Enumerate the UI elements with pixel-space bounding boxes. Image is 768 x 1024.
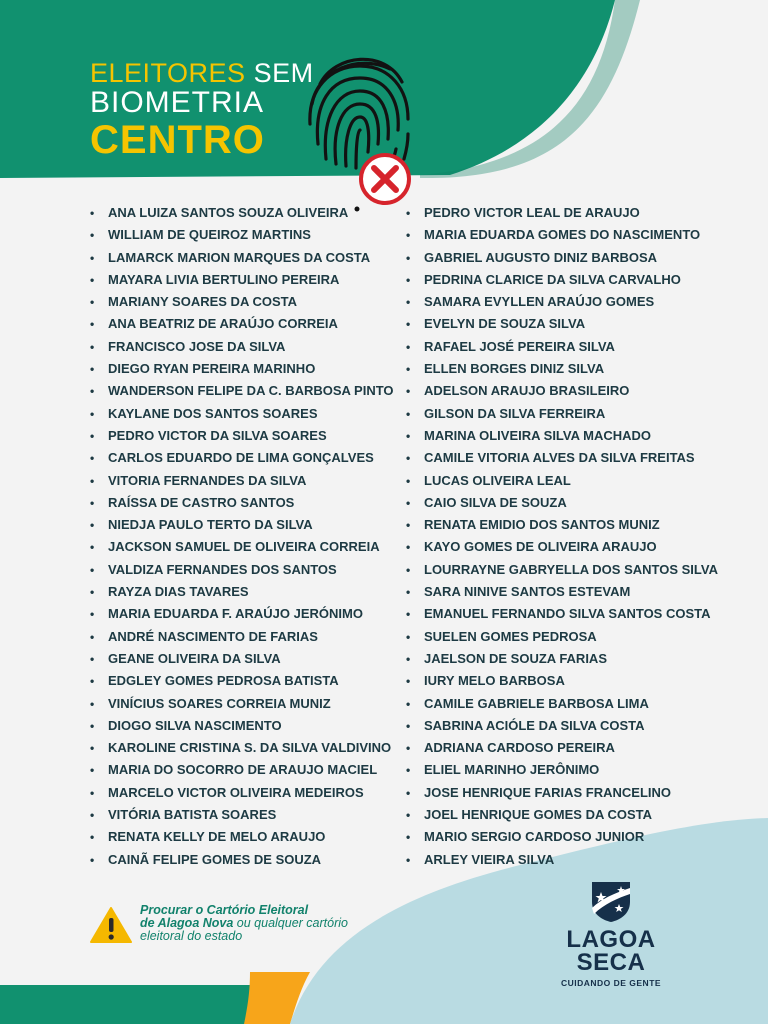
voter-name-item: • LOURRAYNE GABRYELLA DOS SANTOS SILVA <box>406 559 724 581</box>
voter-name-item: • ELLEN BORGES DINIZ SILVA <box>406 358 724 380</box>
voter-name-item: • CAMILE VITORIA ALVES DA SILVA FREITAS <box>406 447 724 469</box>
title-centro: CENTRO <box>90 118 265 162</box>
lagoa-seca-logo <box>556 878 666 990</box>
voter-name-item: • EMANUEL FERNANDO SILVA SANTOS COSTA <box>406 603 724 625</box>
voter-name-item: • MARIO SERGIO CARDOSO JUNIOR <box>406 826 724 848</box>
voter-name-item: • GILSON DA SILVA FERREIRA <box>406 403 724 425</box>
logo-tagline: CUIDANDO DE GENTE <box>560 978 662 988</box>
voter-name-item: • KAYO GOMES DE OLIVEIRA ARAUJO <box>406 536 724 558</box>
notice-rest-1: ou qualquer cartório <box>233 916 348 930</box>
voter-name-item: • VALDIZA FERNANDES DOS SANTOS <box>90 559 408 581</box>
title-eleitores: ELEITORES <box>90 58 246 88</box>
voter-name-item: • MARCELO VICTOR OLIVEIRA MEDEIROS <box>90 782 408 804</box>
voter-name-item: • ADELSON ARAUJO BRASILEIRO <box>406 380 724 402</box>
x-circle-icon <box>358 152 412 206</box>
voter-name-item: • CAIO SILVA DE SOUZA <box>406 492 724 514</box>
voter-name-item: • PEDRO VICTOR DA SILVA SOARES <box>90 425 408 447</box>
voter-name-item: • MARIA DO SOCORRO DE ARAUJO MACIEL <box>90 759 408 781</box>
voter-name-item: • VINÍCIUS SOARES CORREIA MUNIZ <box>90 693 408 715</box>
voter-name-item: • ANA LUIZA SANTOS SOUZA OLIVEIRA <box>90 202 408 224</box>
voter-name-item: • ARLEY VIEIRA SILVA <box>406 849 724 871</box>
voter-name-item: • MARIANY SOARES DA COSTA <box>90 291 408 313</box>
voter-list-right <box>406 202 724 871</box>
voter-name-item: • EVELYN DE SOUZA SILVA <box>406 313 724 335</box>
voter-name-item: • PEDRINA CLARICE DA SILVA CARVALHO <box>406 269 724 291</box>
voter-name-item: • LAMARCK MARION MARQUES DA COSTA <box>90 247 408 269</box>
voter-name-item: • SAMARA EVYLLEN ARAÚJO GOMES <box>406 291 724 313</box>
voter-name-item: • RENATA EMIDIO DOS SANTOS MUNIZ <box>406 514 724 536</box>
notice-bold-1: Procurar o Cartório Eleitoral <box>140 903 309 917</box>
voter-name-item: • ADRIANA CARDOSO PEREIRA <box>406 737 724 759</box>
voter-name-item: • MARIA EDUARDA F. ARAÚJO JERÓNIMO <box>90 603 408 625</box>
voter-name-item: • WILLIAM DE QUEIROZ MARTINS <box>90 224 408 246</box>
warning-icon <box>90 906 132 944</box>
logo-line-2: SECA <box>576 949 646 976</box>
poster-title <box>90 60 314 160</box>
voter-name-item: • FRANCISCO JOSE DA SILVA <box>90 336 408 358</box>
voter-name-item: • ANA BEATRIZ DE ARAÚJO CORREIA <box>90 313 408 335</box>
voter-name-item: • SABRINA ACIÓLE DA SILVA COSTA <box>406 715 724 737</box>
voter-name-item: • IURY MELO BARBOSA <box>406 670 724 692</box>
voter-name-item: • RAÍSSA DE CASTRO SANTOS <box>90 492 408 514</box>
notice <box>90 904 390 952</box>
voter-name-item: • RENATA KELLY DE MELO ARAUJO <box>90 826 408 848</box>
logo-line-1: LAGOA <box>566 926 656 953</box>
bottom-green-shape <box>0 985 270 1024</box>
voter-name-item: • VITÓRIA BATISTA SOARES <box>90 804 408 826</box>
voter-name-item: • PEDRO VICTOR LEAL DE ARAUJO <box>406 202 724 224</box>
voter-name-item: • EDGLEY GOMES PEDROSA BATISTA <box>90 670 408 692</box>
voter-name-item: • JAELSON DE SOUZA FARIAS <box>406 648 724 670</box>
voter-name-item: • ELIEL MARINHO JERÔNIMO <box>406 759 724 781</box>
voter-name-item: • RAFAEL JOSÉ PEREIRA SILVA <box>406 336 724 358</box>
notice-text <box>140 904 348 943</box>
voter-name-item: • JACKSON SAMUEL DE OLIVEIRA CORREIA <box>90 536 408 558</box>
voter-name-item: • RAYZA DIAS TAVARES <box>90 581 408 603</box>
shield-icon <box>588 878 634 924</box>
voter-name-item: • WANDERSON FELIPE DA C. BARBOSA PINTO <box>90 380 408 402</box>
voter-name-item: • JOSE HENRIQUE FARIAS FRANCELINO <box>406 782 724 804</box>
voter-name-item: • NIEDJA PAULO TERTO DA SILVA <box>90 514 408 536</box>
title-biometria: BIOMETRIA <box>90 86 265 119</box>
voter-name-item: • GEANE OLIVEIRA DA SILVA <box>90 648 408 670</box>
voter-name-item: • SARA NINIVE SANTOS ESTEVAM <box>406 581 724 603</box>
voter-name-item: • ANDRÉ NASCIMENTO DE FARIAS <box>90 626 408 648</box>
title-line-1 <box>90 60 314 87</box>
voter-name-item: • CARLOS EDUARDO DE LIMA GONÇALVES <box>90 447 408 469</box>
voter-name-item: • DIEGO RYAN PEREIRA MARINHO <box>90 358 408 380</box>
voter-name-item: • KAROLINE CRISTINA S. DA SILVA VALDIVINO <box>90 737 408 759</box>
voter-name-item: • LUCAS OLIVEIRA LEAL <box>406 470 724 492</box>
voter-name-item: • DIOGO SILVA NASCIMENTO <box>90 715 408 737</box>
voter-name-item: • KAYLANE DOS SANTOS SOARES <box>90 403 408 425</box>
notice-rest-2: eleitoral do estado <box>140 929 243 943</box>
voter-name-item: • MAYARA LIVIA BERTULINO PEREIRA <box>90 269 408 291</box>
voter-name-item: • JOEL HENRIQUE GOMES DA COSTA <box>406 804 724 826</box>
voter-name-item: • SUELEN GOMES PEDROSA <box>406 626 724 648</box>
title-sem: SEM <box>245 58 314 88</box>
voter-list-left <box>90 202 408 871</box>
voter-name-item: • CAINÃ FELIPE GOMES DE SOUZA <box>90 849 408 871</box>
notice-bold-2: de Alagoa Nova <box>140 916 234 930</box>
voter-name-item: • MARINA OLIVEIRA SILVA MACHADO <box>406 425 724 447</box>
voter-name-item: • CAMILE GABRIELE BARBOSA LIMA <box>406 693 724 715</box>
voter-name-item: • MARIA EDUARDA GOMES DO NASCIMENTO <box>406 224 724 246</box>
voter-name-item: • VITORIA FERNANDES DA SILVA <box>90 470 408 492</box>
voter-name-item: • GABRIEL AUGUSTO DINIZ BARBOSA <box>406 247 724 269</box>
